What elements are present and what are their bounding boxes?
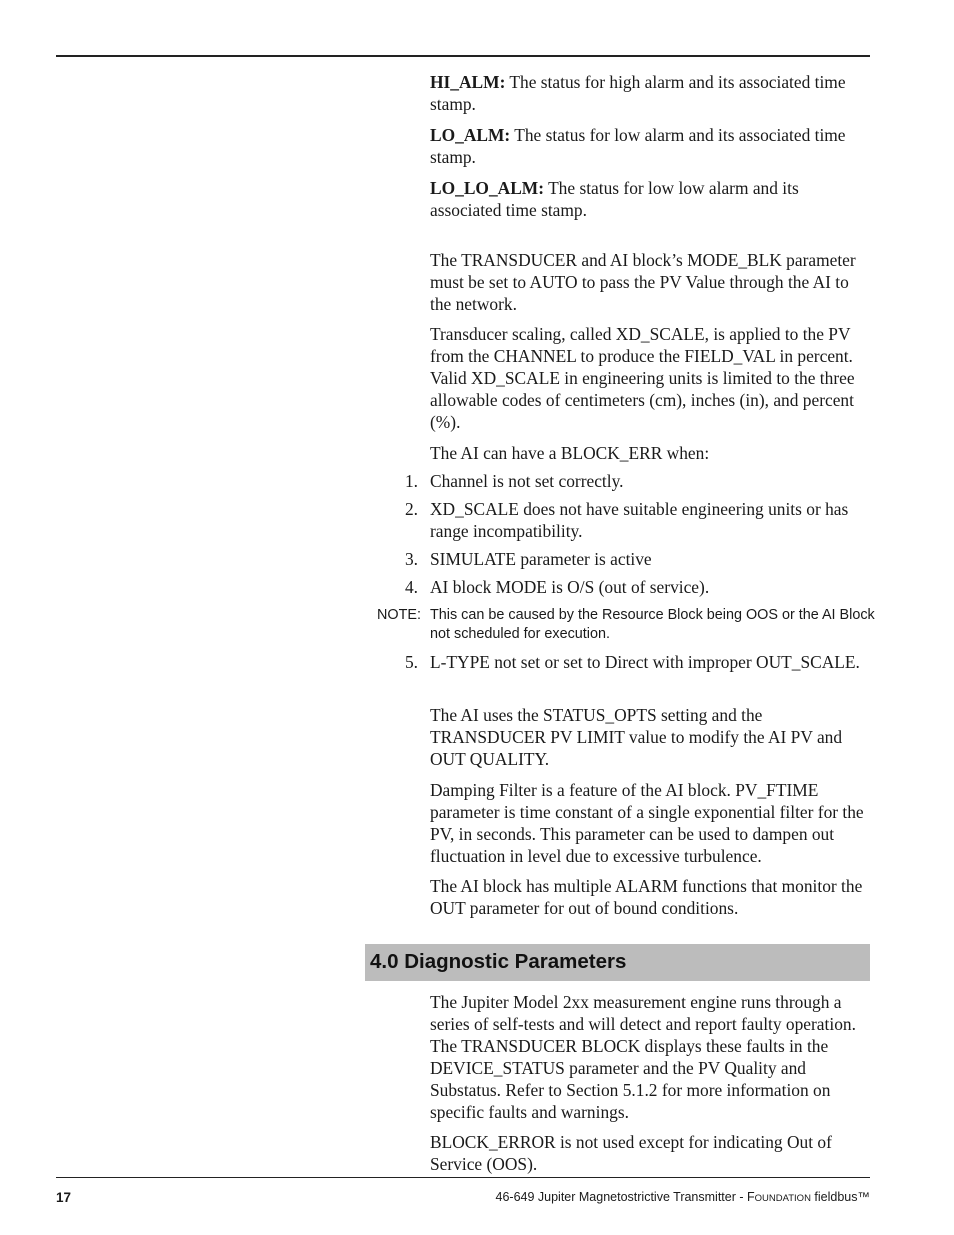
title-brand-initial: F: [747, 1190, 755, 1204]
paragraph-mode-blk: [430, 249, 870, 315]
section-heading: [365, 944, 870, 981]
definition-term: LO_LO_ALM:: [430, 178, 545, 198]
paragraph-text: BLOCK_ERROR is not used except for indicating Out of Service (OOS).: [430, 1132, 832, 1174]
list-text: L-TYPE not set or set to Direct with improper OUT_SCALE.: [430, 652, 860, 672]
paragraph-text: The AI block has multiple ALARM functions that monitor the OUT parameter for out of bound conditions.: [430, 876, 863, 918]
header-rule: [56, 55, 870, 57]
definition-term: HI_ALM:: [430, 72, 506, 92]
list-number: 4.: [404, 577, 418, 597]
paragraph-alarm-functions: [430, 875, 870, 919]
list-text: AI block MODE is O/S (out of service).: [430, 577, 710, 597]
paragraph-text: The AI uses the STATUS_OPTS setting and the TRANSDUCER PV LIMIT value to modify the AI PV and OUT QUALITY.: [430, 705, 843, 769]
definition-lo-alm: [430, 124, 870, 168]
paragraph-xd-scale: [430, 323, 870, 433]
paragraph-text: Transducer scaling, called XD_SCALE, is applied to the PV from the CHANNEL to produce the FIELD_VAL in percent. Valid XD_SCALE in engineering units is limited to the three allowable codes of centimeters (cm), inches (in), and percent (%).: [430, 324, 855, 432]
definition-lo-lo-alm: [430, 177, 870, 221]
paragraph-diagnostics: [430, 991, 870, 1123]
definition-term: LO_ALM:: [430, 125, 511, 145]
note-text: This can be caused by the Resource Block being OOS or the AI Block not scheduled for execution.: [430, 607, 875, 642]
paragraph-block-error: [430, 1131, 870, 1175]
paragraph-text: Damping Filter is a feature of the AI block. PV_FTIME parameter is time constant of a single exponential filter for the PV, in seconds. This parameter can be used to dampen out fluctuation in level due to excessive turbulence.: [430, 780, 864, 866]
list-number: 3.: [404, 549, 418, 569]
list-number: 2.: [404, 499, 418, 519]
paragraph-text: The TRANSDUCER and AI block’s MODE_BLK parameter must be set to AUTO to pass the PV Value through the AI to the network.: [430, 250, 856, 314]
note-label: NOTE:: [377, 607, 421, 623]
page-number: 17: [56, 1190, 72, 1205]
section-heading-text: 4.0 Diagnostic Parameters: [370, 950, 627, 973]
document-title: [496, 1190, 871, 1204]
title-brand-rest: OUNDATION: [754, 1193, 811, 1204]
paragraph-block-err-intro: [430, 442, 870, 464]
title-prefix: 46-649 Jupiter Magnetostrictive Transmitter -: [495, 1190, 747, 1204]
definition-text: The status for high alarm and its associated time stamp.: [430, 72, 846, 114]
list-text: XD_SCALE does not have suitable engineering units or has range incompatibility.: [430, 499, 849, 541]
definition-text: The status for low alarm and its associated time stamp.: [430, 125, 846, 167]
paragraph-damping: [430, 779, 870, 867]
list-text: Channel is not set correctly.: [430, 471, 624, 491]
paragraph-text: The Jupiter Model 2xx measurement engine runs through a series of self-tests and will detect and report faulty operation. The TRANSDUCER BLOCK displays these faults in the DEVICE_STATUS parameter and the PV Quality and Substatus. Refer to Section 5.1.2 for more information on specific faults and warnings.: [430, 992, 856, 1122]
definition-hi-alm: [430, 71, 870, 115]
paragraph-status-opts: [430, 704, 870, 770]
title-suffix: fieldbus™: [810, 1190, 870, 1204]
footer-rule: [56, 1177, 870, 1178]
paragraph-text: The AI can have a BLOCK_ERR when:: [430, 443, 710, 463]
list-number: 1.: [404, 471, 418, 491]
list-text: SIMULATE parameter is active: [430, 549, 652, 569]
list-number: 5.: [404, 652, 418, 672]
definition-text: The status for low low alarm and its associated time stamp.: [430, 178, 799, 220]
